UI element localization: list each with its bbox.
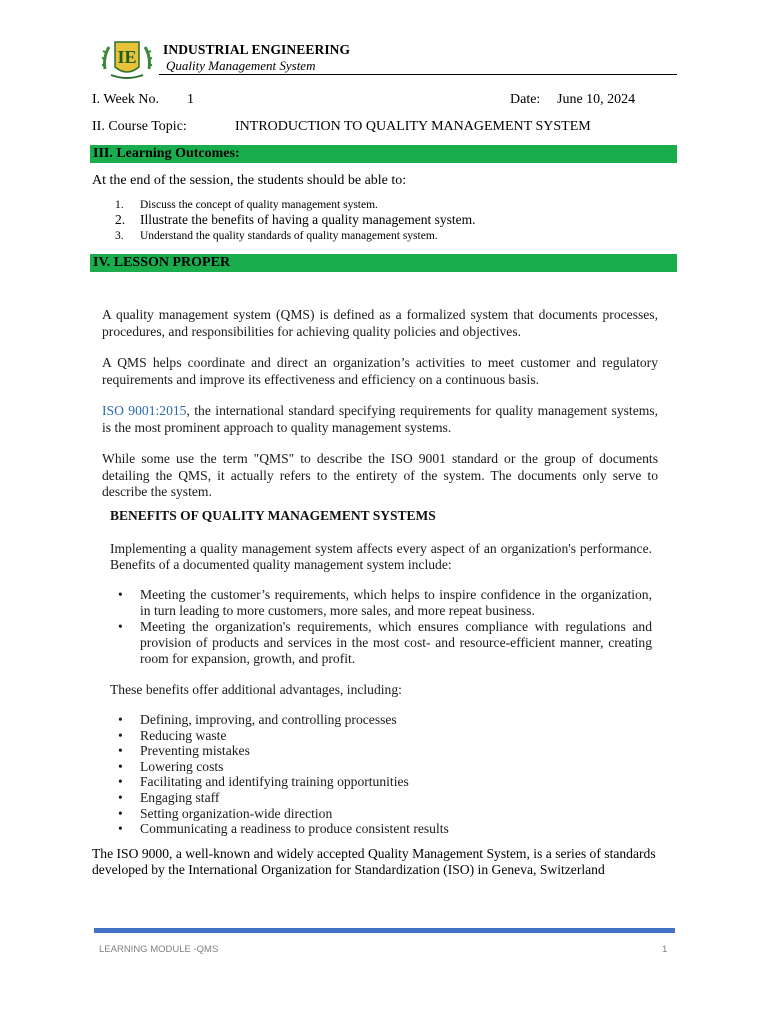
advantage-text: Communicating a readiness to produce consistent results	[140, 821, 449, 836]
advantage-text: Engaging staff	[140, 790, 220, 805]
bullet-icon: •	[118, 728, 123, 743]
outcome-text: Discuss the concept of quality management system.	[140, 199, 378, 211]
outcome-number: 3.	[115, 230, 124, 242]
lesson-paragraph-4: While some use the term "QMS" to describe the ISO 9001 standard or the group of documents detailing the QMS, it actually refers to the entirety of the system. The documents only serve to describe the system.	[102, 451, 658, 499]
iso-9001-link[interactable]: ISO 9001:2015	[102, 403, 187, 418]
advantage-text: Lowering costs	[140, 759, 224, 774]
bullet-icon: •	[118, 619, 123, 634]
outcome-item-2	[115, 212, 615, 228]
footer-module-label: LEARNING MODULE -QMS	[99, 944, 219, 955]
lesson-paragraph-3-text: , the international standard specifying requirements for quality management systems, is the most prominent approach to quality management systems.	[102, 403, 658, 435]
ie-department-logo	[101, 39, 153, 81]
header-subtitle: Quality Management System	[166, 58, 316, 73]
outcome-text: Understand the quality standards of quality management system.	[140, 230, 438, 242]
lesson-paragraph-1: A quality management system (QMS) is defined as a formalized system that documents processes, procedures, and responsibilities for achieving quality policies and objectives.	[102, 307, 658, 339]
bullet-icon: •	[118, 806, 123, 821]
bullet-icon: •	[118, 743, 123, 758]
bullet-icon: •	[118, 821, 123, 836]
closing-paragraph: The ISO 9000, a well-known and widely accepted Quality Management System, is a series of standards developed by the International Organization for Standardization (ISO) in Geneva, Switzerland	[92, 846, 656, 877]
outcome-number: 2.	[115, 212, 126, 227]
outcome-item-1	[115, 199, 615, 213]
topic-label: II. Course Topic:	[92, 119, 187, 134]
page-number: 1	[662, 944, 668, 955]
outcome-number: 1.	[115, 199, 124, 211]
advantage-text: Setting organization-wide direction	[140, 806, 333, 821]
bullet-icon: •	[118, 712, 123, 727]
week-value: 1	[187, 92, 194, 107]
lesson-paragraph-2: A QMS helps coordinate and direct an organization’s activities to meet customer and regulatory requirements and improve its effectiveness and efficiency on a continuous basis.	[102, 355, 658, 387]
week-label: I. Week No.	[92, 92, 160, 107]
advantage-text: Reducing waste	[140, 728, 227, 743]
footer-divider	[94, 928, 675, 933]
bullet-icon: •	[118, 774, 123, 789]
header-divider	[159, 74, 677, 75]
bullet-icon: •	[118, 790, 123, 805]
advantage-text: Facilitating and identifying training opportunities	[140, 774, 409, 789]
bullet-icon: •	[118, 587, 123, 602]
benefit-text: Meeting the customer’s requirements, which helps to inspire confidence in the organization, in turn leading to more customers, more sales, and more repeat business.	[140, 587, 652, 618]
benefits-heading: BENEFITS OF QUALITY MANAGEMENT SYSTEMS	[110, 508, 436, 523]
topic-value: INTRODUCTION TO QUALITY MANAGEMENT SYSTEM	[235, 119, 591, 134]
date-value: June 10, 2024	[557, 92, 636, 107]
outcome-item-3	[115, 230, 615, 244]
advantage-text: Preventing mistakes	[140, 743, 250, 758]
lesson-paragraph-3	[102, 403, 658, 436]
learning-outcomes-heading: III. Learning Outcomes:	[93, 146, 240, 161]
outcome-text: Illustrate the benefits of having a quality management system.	[140, 212, 476, 227]
logo-letters: IE	[117, 47, 137, 67]
advantages-intro: These benefits offer additional advantages, including:	[110, 682, 402, 697]
benefit-item-1	[118, 587, 652, 619]
bullet-icon: •	[118, 759, 123, 774]
header-title: INDUSTRIAL ENGINEERING	[163, 42, 351, 57]
advantage-text: Defining, improving, and controlling processes	[140, 712, 397, 727]
benefit-text: Meeting the organization's requirements, which ensures compliance with regulations and provision of products and services in the most cost- and resource-efficient manner, creating room for expansion, growth, and profit.	[140, 619, 652, 666]
outcomes-intro: At the end of the session, the students should be able to:	[92, 173, 407, 188]
lesson-proper-heading: IV. LESSON PROPER	[93, 255, 231, 270]
learning-outcomes-bar	[90, 145, 677, 163]
lesson-proper-bar	[90, 254, 677, 272]
date-label: Date:	[510, 92, 541, 107]
benefit-item-2	[118, 619, 652, 667]
benefits-intro: Implementing a quality management system affects every aspect of an organization's performance. Benefits of a documented quality management system include:	[110, 541, 652, 572]
